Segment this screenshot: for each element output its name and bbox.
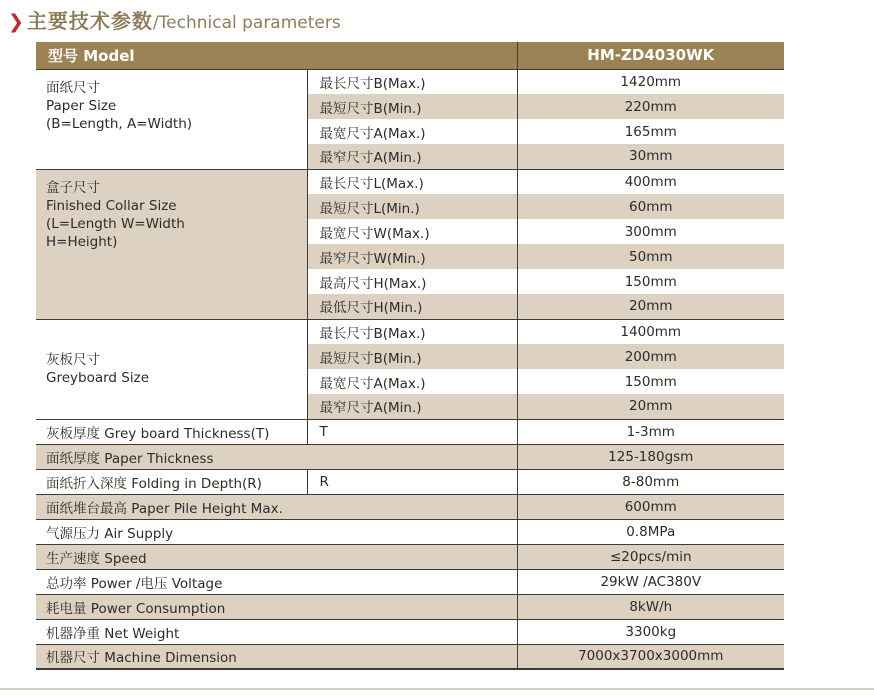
row-label: 机器尺寸 Machine Dimension: [36, 644, 517, 669]
value-cell: 300mm: [517, 219, 784, 244]
row-greyboard-thickness: [36, 419, 784, 444]
value-cell: 165mm: [517, 119, 784, 144]
value-cell: 200mm: [517, 344, 784, 369]
row-paper-pile-height: [36, 494, 784, 519]
row-label: 面纸折入深度 Folding in Depth(R): [36, 469, 307, 494]
group-label-paper-size: [36, 69, 307, 169]
row-speed: [36, 544, 784, 569]
group-label-line: H=Height): [46, 233, 118, 250]
value-cell: 50mm: [517, 244, 784, 269]
value-cell: 8-80mm: [517, 469, 784, 494]
single-rows: [36, 419, 784, 669]
group-label-line: (B=Length, A=Width): [46, 115, 193, 132]
row-label: 面纸厚度 Paper Thickness: [36, 444, 517, 469]
value-cell: 0.8MPa: [517, 519, 784, 544]
row-label: 机器净重 Net Weight: [36, 619, 517, 644]
param-cell: 最窄尺寸A(Min.): [307, 144, 517, 169]
row-machine-dimension: [36, 644, 784, 669]
group-greyboard-size: [36, 319, 784, 419]
group-label-line: 灰板尺寸: [46, 352, 100, 368]
table-row: [36, 69, 784, 94]
table-header: [36, 42, 784, 69]
group-paper-size: [36, 69, 784, 169]
value-cell: 7000x3700x3000mm: [517, 644, 784, 669]
row-label: 耗电量 Power Consumption: [36, 594, 517, 619]
value-cell: 1400mm: [517, 319, 784, 344]
value-cell: 600mm: [517, 494, 784, 519]
value-cell: 20mm: [517, 294, 784, 319]
param-cell: 最长尺寸L(Max.): [307, 169, 517, 194]
param-cell: T: [307, 419, 517, 444]
row-power-consumption: [36, 594, 784, 619]
param-cell: 最短尺寸L(Min.): [307, 194, 517, 219]
group-finished-collar-size: [36, 169, 784, 319]
table-header-row: [36, 42, 784, 69]
value-cell: 150mm: [517, 369, 784, 394]
value-cell: 60mm: [517, 194, 784, 219]
group-label-line: 面纸尺寸: [46, 79, 100, 96]
row-label: 生产速度 Speed: [36, 544, 517, 569]
table-row: [36, 169, 784, 194]
model-value-cell: HM-ZD4030WK: [517, 42, 784, 69]
param-cell: 最窄尺寸A(Min.): [307, 394, 517, 419]
value-cell: 400mm: [517, 169, 784, 194]
row-label: 气源压力 Air Supply: [36, 519, 517, 544]
value-cell: 125-180gsm: [517, 444, 784, 469]
param-cell: 最短尺寸B(Min.): [307, 344, 517, 369]
page-title-zh: 主要技术参数: [26, 9, 153, 33]
param-cell: 最高尺寸H(Max.): [307, 269, 517, 294]
value-cell: 3300kg: [517, 619, 784, 644]
table-row: [36, 319, 784, 344]
value-cell: 29kW /AC380V: [517, 569, 784, 594]
value-cell: ≤20pcs/min: [517, 544, 784, 569]
row-label: 总功率 Power /电压 Voltage: [36, 569, 517, 594]
group-label-finished-collar-size: [36, 169, 307, 319]
row-net-weight: [36, 619, 784, 644]
value-cell: 220mm: [517, 94, 784, 119]
param-cell: 最短尺寸B(Min.): [307, 94, 517, 119]
row-folding-in-depth: [36, 469, 784, 494]
group-label-greyboard-size: [36, 319, 307, 419]
param-cell: 最长尺寸B(Max.): [307, 69, 517, 94]
row-label: 面纸堆台最高 Paper Pile Height Max.: [36, 494, 517, 519]
group-label-line: 盒子尺寸: [46, 179, 100, 196]
title-chevron-icon: ❯: [8, 11, 24, 33]
value-cell: 1-3mm: [517, 419, 784, 444]
value-cell: 1420mm: [517, 69, 784, 94]
param-cell: 最长尺寸B(Max.): [307, 319, 517, 344]
param-cell: 最窄尺寸W(Min.): [307, 244, 517, 269]
value-cell: 8kW/h: [517, 594, 784, 619]
value-cell: 150mm: [517, 269, 784, 294]
row-air-supply: [36, 519, 784, 544]
group-label-line: Greyboard Size: [46, 370, 149, 386]
param-cell: 最宽尺寸W(Max.): [307, 219, 517, 244]
param-cell: 最宽尺寸A(Max.): [307, 119, 517, 144]
tech-params-table: [36, 42, 784, 670]
group-label-line: Finished Collar Size: [46, 197, 177, 214]
row-label: 灰板厚度 Grey board Thickness(T): [36, 419, 307, 444]
page-bottom-divider: [0, 688, 874, 690]
value-cell: 20mm: [517, 394, 784, 419]
model-header-cell: 型号 Model: [48, 46, 135, 65]
page-title-en: /Technical parameters: [152, 13, 341, 33]
param-cell: R: [307, 469, 517, 494]
param-cell: 最低尺寸H(Min.): [307, 294, 517, 319]
page-title: [8, 5, 341, 34]
row-power-voltage: [36, 569, 784, 594]
param-cell: 最宽尺寸A(Max.): [307, 369, 517, 394]
row-paper-thickness: [36, 444, 784, 469]
group-label-line: (L=Length W=Width: [46, 215, 185, 232]
value-cell: 30mm: [517, 144, 784, 169]
group-label-line: Paper Size: [46, 97, 117, 114]
